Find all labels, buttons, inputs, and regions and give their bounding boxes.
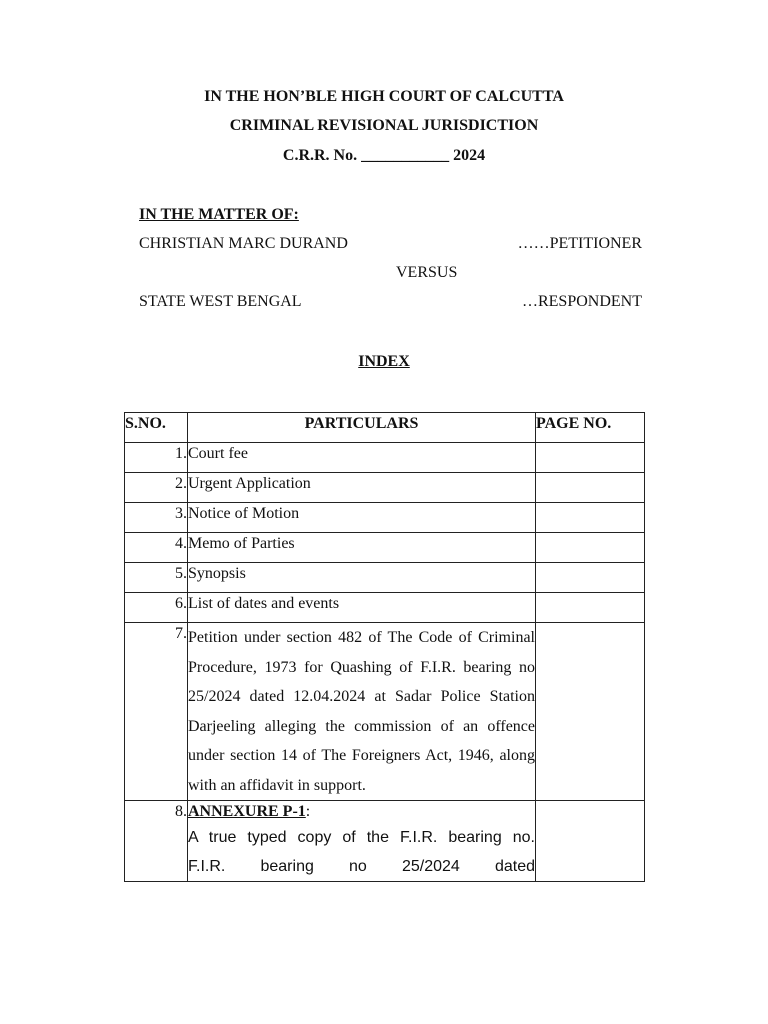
annexure-label: ANNEXURE P-1 [188,803,306,820]
table-row-annexure [125,801,645,882]
column-header-sno: S.NO. [125,413,188,443]
row-sno: 3. [125,503,188,533]
matter-heading: IN THE MATTER OF: [139,206,299,223]
respondent-role: …RESPONDENT [521,293,642,310]
column-header-page-no: PAGE NO. [536,413,645,443]
respondent-name: STATE WEST BENGAL [139,293,302,310]
annexure-colon: : [305,803,311,820]
court-title: IN THE HON’BLE HIGH COURT OF CALCUTTA [204,88,564,105]
row-particulars: Synopsis [188,563,536,593]
row-page-no [536,623,645,801]
column-header-particulars: PARTICULARS [188,413,536,443]
row-sno: 8. [125,801,188,882]
case-number: C.R.R. No. ___________ 2024 [282,147,486,164]
table-row [125,503,645,533]
row-particulars: Court fee [188,443,536,473]
row-particulars: Petition under section 482 of The Code of Criminal Procedure, 1973 for Quashing of F.I.R. bearing no 25/2024 dated 12.04.2024 at Sadar Police Station Darjeeling alleging the commission of an offence under section 14 of The Foreigners Act, 1946, along with an affidavit in support. [188,623,536,801]
table-row [125,473,645,503]
versus-label: VERSUS [396,264,458,281]
annexure-line-1: A true typed copy of the F.I.R. bearing no. [188,829,535,846]
table-row [125,623,645,801]
row-page-no [536,473,645,503]
annexure-line-2: F.I.R. bearing no 25/2024 dated [188,858,535,875]
row-sno: 2. [125,473,188,503]
row-sno: 4. [125,533,188,563]
row-page-no [536,443,645,473]
table-row [125,443,645,473]
row-sno: 5. [125,563,188,593]
petitioner-role: ……PETITIONER [517,235,642,252]
row-particulars: Memo of Parties [188,533,536,563]
row-page-no [536,801,645,882]
table-row [125,563,645,593]
jurisdiction-title: CRIMINAL REVISIONAL JURISDICTION [229,117,539,134]
index-table [124,412,645,882]
respondent-row [139,293,642,311]
table-row [125,593,645,623]
row-particulars [188,801,536,882]
table-row [125,533,645,563]
index-title: INDEX [358,353,410,370]
row-particulars: Notice of Motion [188,503,536,533]
row-particulars: List of dates and events [188,593,536,623]
row-sno: 6. [125,593,188,623]
row-page-no [536,503,645,533]
row-sno: 7. [125,623,188,801]
table-header-row [125,413,645,443]
row-page-no [536,593,645,623]
row-page-no [536,563,645,593]
petitioner-name: CHRISTIAN MARC DURAND [139,235,348,252]
row-page-no [536,533,645,563]
row-particulars: Urgent Application [188,473,536,503]
row-sno: 1. [125,443,188,473]
petitioner-row [139,235,642,253]
